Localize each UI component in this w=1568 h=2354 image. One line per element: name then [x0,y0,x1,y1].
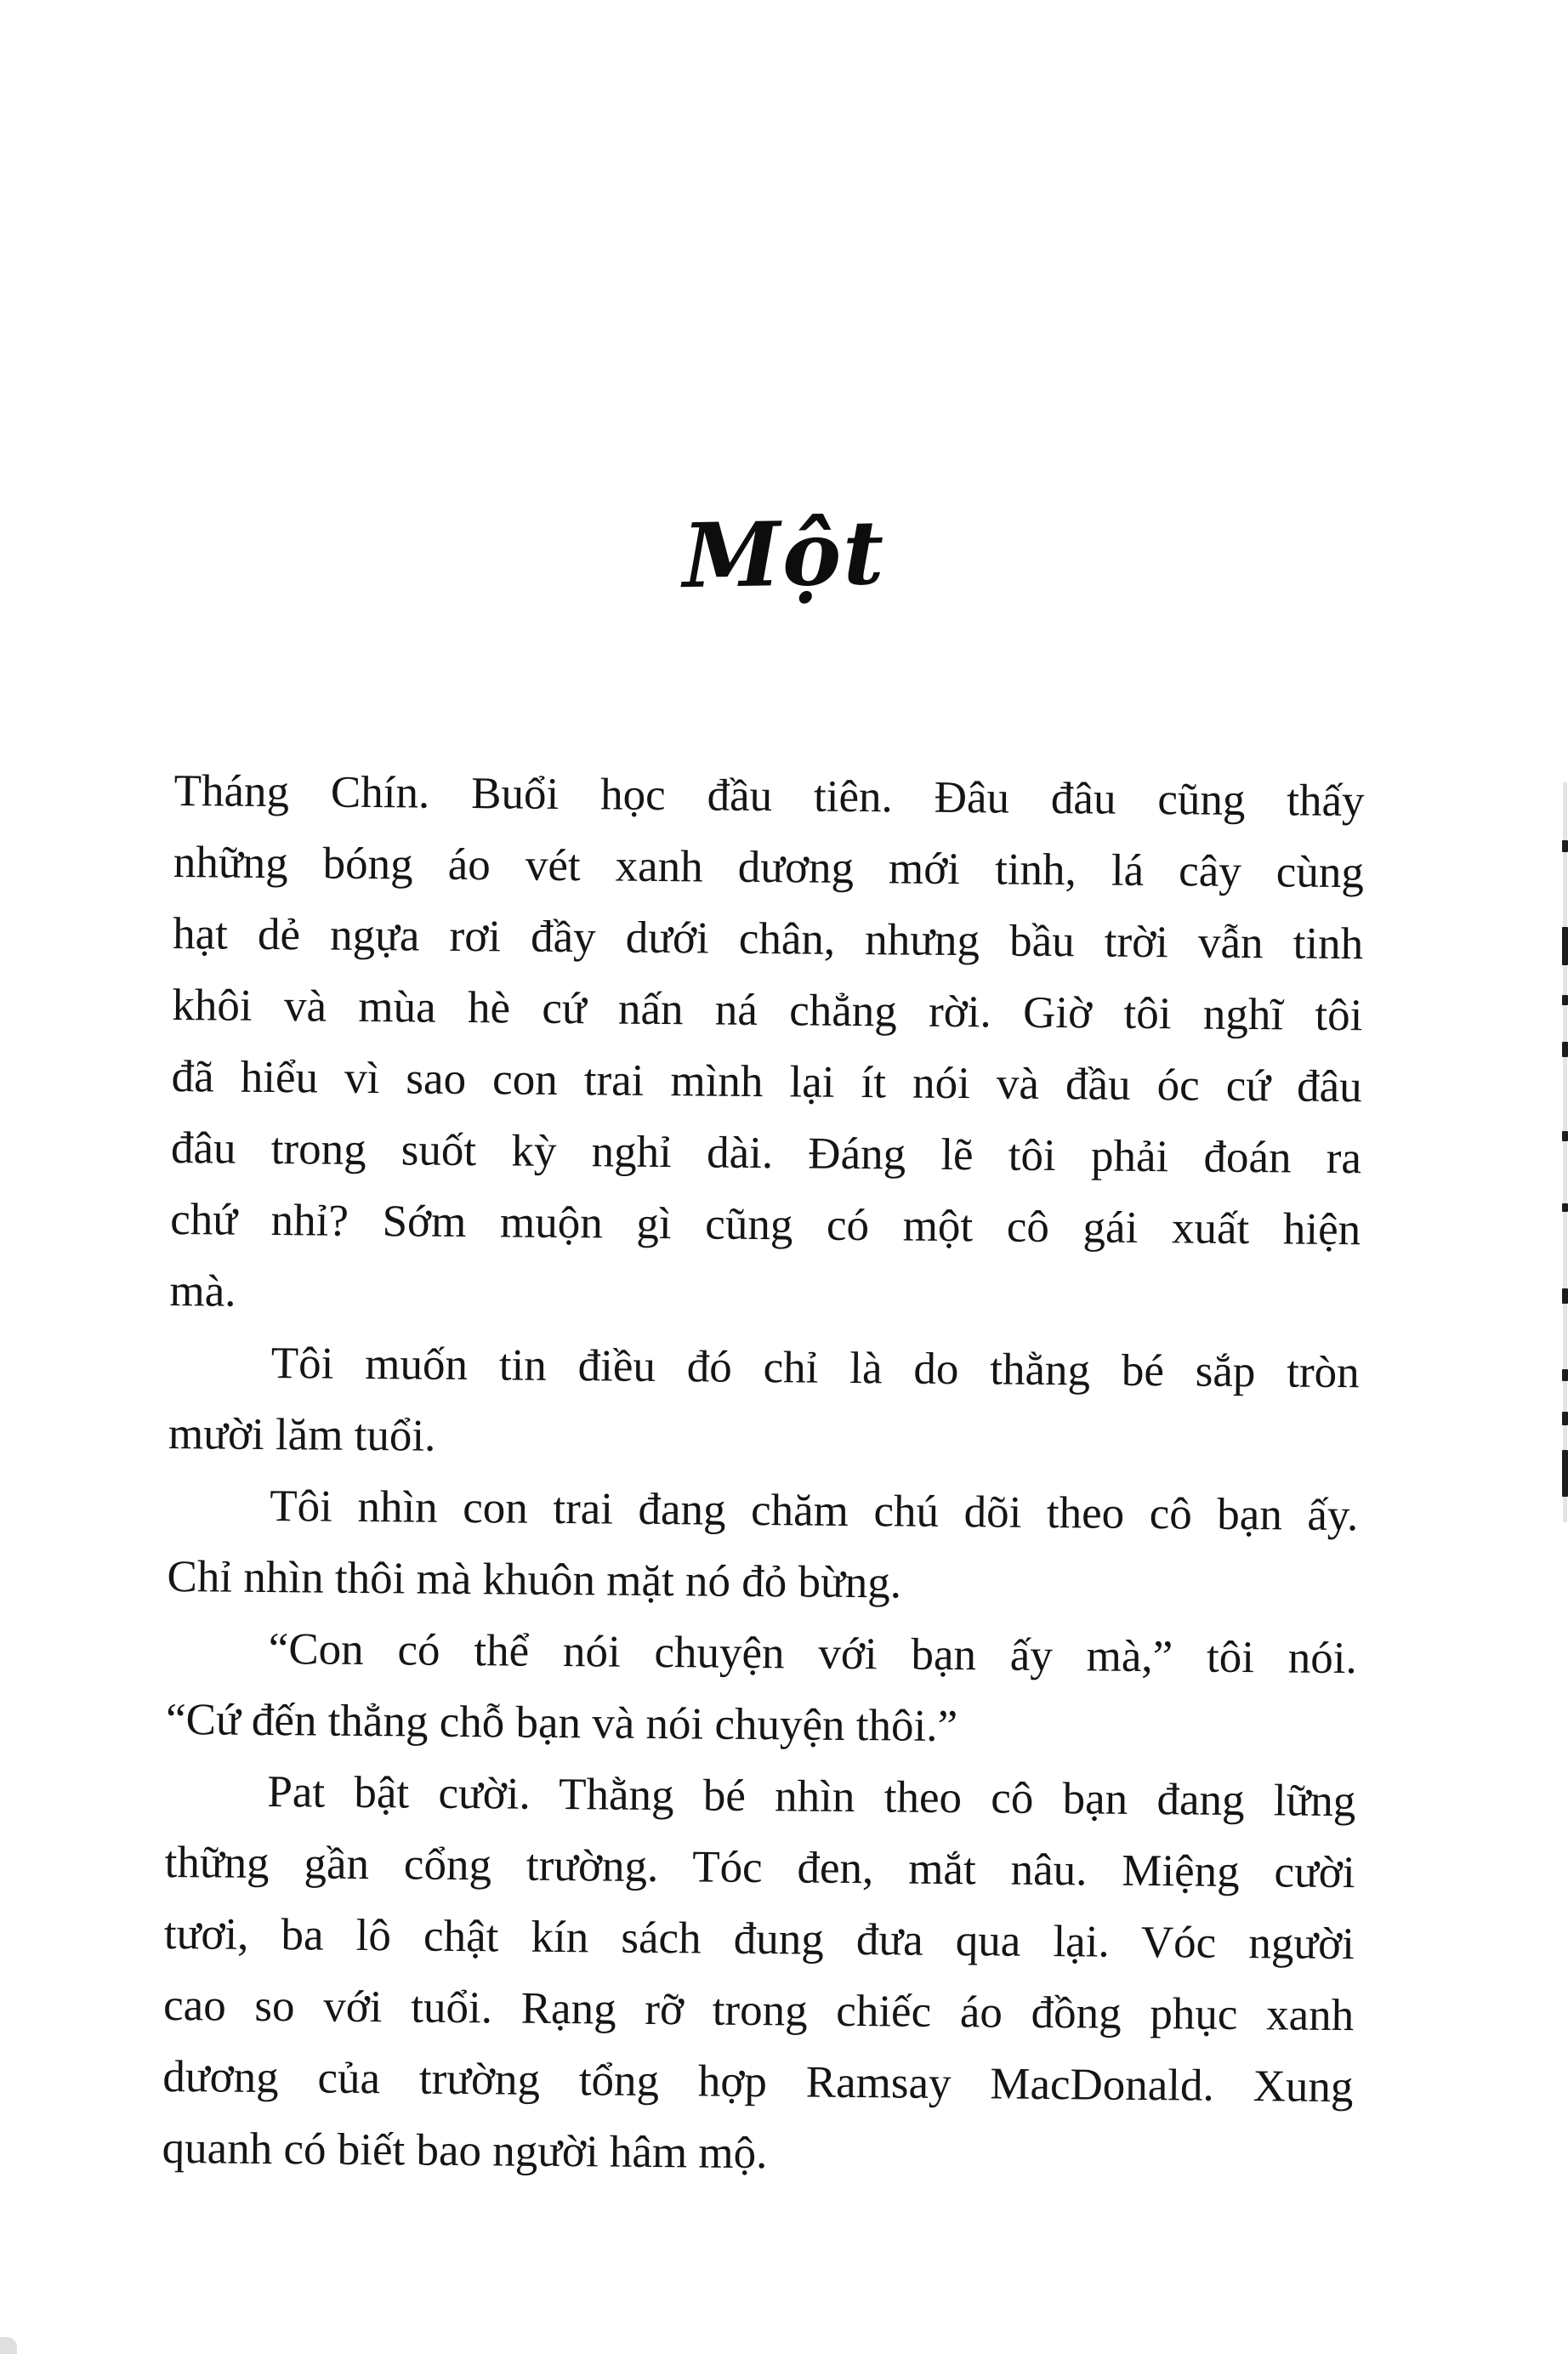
text-line: chứ nhỉ? Sớm muộn gì cũng có một cô gái xuất hiện [169,1194,1361,1255]
text-line: mười lăm tuổi. [168,1408,436,1461]
page-edge-mark [1562,840,1568,852]
text-line: thững gần cổng trường. Tóc đen, mắt nâu. Miệng cười [164,1837,1355,1898]
text-line: hạt dẻ ngựa rơi đầy dưới chân, nhưng bầu trời vẫn tinh [172,908,1364,969]
body-text [162,755,1365,2194]
text-line: Tháng Chín. Buổi học đầu tiên. Đâu đâu cũng thấy [173,765,1365,827]
paragraph [166,1612,1357,1766]
text-line: cao so với tuổi. Rạng rỡ trong chiếc áo đồng phục xanh [162,1980,1355,2041]
page-edge-mark [1562,995,1568,1005]
page-edge-mark [1562,1288,1568,1304]
text-line: dương của trường tổng hợp Ramsay MacDonald. Xung [162,2051,1354,2112]
text-line: “Con có thể nói chuyện với bạn ấy mà,” tôi nói. [268,1624,1358,1684]
page-edge-mark [1562,1450,1568,1497]
page-edge-mark [1562,927,1568,965]
chapter-title: Một [681,499,887,609]
page-edge-mark [1562,1412,1568,1425]
page-edge-mark [1562,1042,1568,1057]
text-line: quanh có biết bao người hâm mộ. [162,2123,768,2179]
paragraph [167,1470,1358,1623]
paragraph [168,1327,1360,1480]
text-line: khôi và mùa hè cứ nấn ná chẳng rời. Giờ tôi nghĩ tôi [172,980,1363,1041]
page-edge-mark [1562,1131,1568,1141]
text-line: mà. [169,1265,236,1316]
text-line: tươi, ba lô chật kín sách đung đưa qua lại. Vóc người [163,1908,1355,1970]
page-corner-smudge [0,2337,17,2354]
text-line: những bóng áo vét xanh dương mới tinh, lá cây cùng [173,837,1365,898]
text-line: đâu trong suốt kỳ nghỉ dài. Đáng lẽ tôi phải đoán ra [170,1123,1362,1184]
page-edge-mark [1562,1369,1568,1381]
page-edge-mark [1562,1203,1568,1212]
text-line: Pat bật cười. Thằng bé nhìn theo cô bạn đang lững [267,1767,1356,1827]
text-line: Tôi nhìn con trai đang chăm chú dõi theo cô bạn ấy. [270,1481,1359,1541]
text-line: “Cứ đến thẳng chỗ bạn và nói chuyện thôi.” [165,1694,958,1752]
text-line: Tôi muốn tin điều đó chỉ là do thằng bé sắp tròn [270,1339,1360,1398]
text-line: Chỉ nhìn thôi mà khuôn mặt nó đỏ bừng. [167,1551,902,1608]
paragraph [162,1755,1355,2194]
paragraph [169,755,1365,1337]
text-line: đã hiểu vì sao con trai mình lại ít nói và đầu óc cứ đâu [171,1051,1362,1112]
